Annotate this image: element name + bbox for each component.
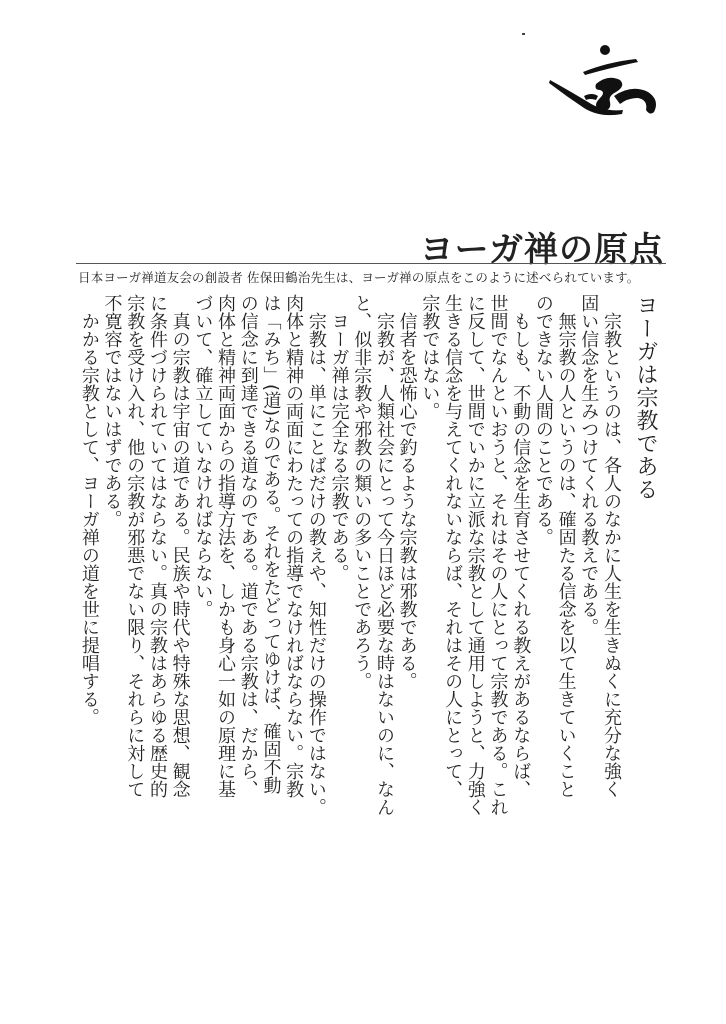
article-line: ヨーガ禅は完全なる宗教である。	[328, 294, 350, 582]
article-line: 真の宗教は宇宙の道である。民族や時代や特殊な思想、観念	[169, 294, 191, 798]
article-line: に反して、世間でいかに立派な宗教として通用しようと、力強く	[464, 294, 486, 816]
title-divider	[76, 263, 666, 264]
article-line: に条件づけられていてはならない。真の宗教はあらゆる歴史的	[146, 294, 168, 798]
article-line: 無宗教の人というのは、確固たる信念を以て生きていくこと	[555, 294, 577, 798]
article-line: 世間でなんといおうと、それはその人にとって宗教である。これ	[487, 294, 509, 816]
article-line: と、似非宗教や邪教の類いの多いことであろう。	[351, 294, 373, 690]
article-body	[77, 294, 664, 854]
article-line: かかる宗教として、ヨーガ禅の道を世に提唱する。	[78, 294, 100, 726]
article-line: 宗教というのは、各人のなかに人生を生きぬくに充分な強く	[601, 294, 622, 798]
article-line: もしも、不動の信念を生育させてくれる教えがあるならば、	[510, 294, 532, 798]
page-title: ヨーガ禅の原点	[419, 230, 664, 270]
article-line: 宗教を受け入れ、他の宗教が邪悪でない限り、それらに対して	[124, 294, 146, 798]
article-line: 信者を恐怖心で釣るような宗教は邪教である。	[396, 294, 418, 690]
article-line: 不寛容ではないはずである。	[101, 294, 123, 528]
article-heading: ヨーガは宗教である	[633, 294, 658, 501]
article-line: 宗教ではない。	[419, 294, 441, 420]
article-line: 肉体と精神の両面にわたっての指導でなければならない。宗教	[283, 294, 305, 798]
article-line: 固い信念を生みつけてくれる教えである。	[578, 294, 600, 636]
calligraphy-logo-icon	[548, 40, 663, 120]
article-line: づいて、確立していなければならない。	[192, 294, 214, 618]
article-line: 肉体と精神両面からの指導方法を、しかも身心一如の原理に基	[215, 294, 237, 798]
article-line: は「みち」(道)なのである。それをたどってゆけば、確固不動	[260, 294, 282, 795]
scan-speck	[522, 33, 525, 35]
page-subtitle: 日本ヨーガ禅道友会の創設者 佐保田鶴治先生は、ヨーガ禅の原点をこのように述べられています。	[78, 270, 640, 285]
article-line: 生きる信念を与えてくれないならば、それはその人にとって、	[442, 294, 464, 798]
article-line: 宗教は、単にことばだけの教えや、知性だけの操作ではない。	[305, 294, 327, 816]
article-line: のできない人間のことである。	[532, 294, 554, 546]
article-line: の信念に到達できる道なのである。道である宗教は、だから、	[237, 294, 259, 798]
article-line: 宗教が、人類社会にとって今日ほど必要な時はないのに、なん	[373, 294, 395, 816]
